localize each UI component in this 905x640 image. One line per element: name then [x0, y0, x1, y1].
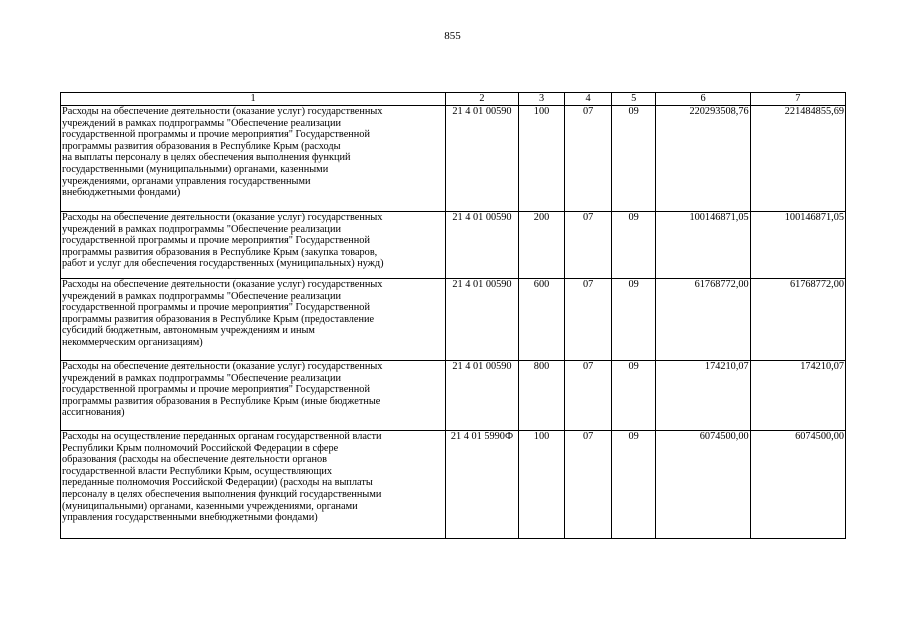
table-row	[61, 431, 846, 539]
header-col-2: 2	[446, 93, 518, 106]
row-amount-col7: 174210,07	[750, 361, 845, 431]
row-amount-col6: 220293508,76	[656, 106, 750, 212]
row-amount-col7: 221484855,69	[750, 106, 845, 212]
row-description: Расходы на обеспечение деятельности (оказание услуг) государственных учреждений в рамках подпрограммы "Обеспечение реализации государственной программы и прочие мероприятия" Государственной программы развития образования в Республике Крым (расходы на выплаты персоналу в целях обеспечения выполнения функций государственными (муниципальными) органами, казенными учреждениями, органами управления государственными внебюджетными фондами)	[61, 106, 446, 212]
row-subsection: 09	[611, 431, 656, 539]
header-col-6: 6	[656, 93, 750, 106]
row-amount-col7: 6074500,00	[750, 431, 845, 539]
row-description: Расходы на обеспечение деятельности (оказание услуг) государственных учреждений в рамках подпрограммы "Обеспечение реализации государственной программы и прочие мероприятия" Государственной программы развития образования в Республике Крым (иные бюджетные ассигнования)	[61, 361, 446, 431]
row-section: 07	[565, 361, 612, 431]
row-target-code: 21 4 01 00590	[446, 361, 518, 431]
row-amount-col6: 100146871,05	[656, 212, 750, 279]
row-amount-col6: 174210,07	[656, 361, 750, 431]
row-target-code: 21 4 01 5990Ф	[446, 431, 518, 539]
row-target-code: 21 4 01 00590	[446, 212, 518, 279]
row-section: 07	[565, 106, 612, 212]
budget-table	[60, 92, 846, 539]
row-subsection: 09	[611, 212, 656, 279]
header-col-3: 3	[518, 93, 565, 106]
row-amount-col7: 100146871,05	[750, 212, 845, 279]
row-subsection: 09	[611, 279, 656, 361]
row-expense-type: 100	[518, 431, 565, 539]
row-section: 07	[565, 431, 612, 539]
header-col-7: 7	[750, 93, 845, 106]
header-row	[61, 93, 846, 106]
row-expense-type: 600	[518, 279, 565, 361]
header-col-5: 5	[611, 93, 656, 106]
page-number: 855	[444, 30, 461, 42]
row-description: Расходы на обеспечение деятельности (оказание услуг) государственных учреждений в рамках подпрограммы "Обеспечение реализации государственной программы и прочие мероприятия" Государственной программы развития образования в Республике Крым (предоставление субсидий бюджетным, автономным учреждениям и иным некоммерческим организациям)	[61, 279, 446, 361]
row-expense-type: 100	[518, 106, 565, 212]
row-target-code: 21 4 01 00590	[446, 279, 518, 361]
header-col-4: 4	[565, 93, 612, 106]
row-description: Расходы на осуществление переданных органам государственной власти Республики Крым полномочий Российской Федерации в сфере образования (расходы на обеспечение деятельности органов государственной власти Республики Крым, осуществляющих переданные полномочия Российской Федерации) (расходы на выплаты персоналу в целях обеспечения выполнения функций государственными (муниципальными) органами, казенными учреждениями, органами управления государственными внебюджетными фондами)	[61, 431, 446, 539]
row-description: Расходы на обеспечение деятельности (оказание услуг) государственных учреждений в рамках подпрограммы "Обеспечение реализации государственной программы и прочие мероприятия" Государственной программы развития образования в Республике Крым (закупка товаров, работ и услуг для обеспечения государственных (муниципальных) нужд)	[61, 212, 446, 279]
table-row	[61, 361, 846, 431]
row-amount-col7: 61768772,00	[750, 279, 845, 361]
row-amount-col6: 6074500,00	[656, 431, 750, 539]
row-section: 07	[565, 279, 612, 361]
table-row	[61, 212, 846, 279]
row-subsection: 09	[611, 361, 656, 431]
row-section: 07	[565, 212, 612, 279]
header-col-1: 1	[61, 93, 446, 106]
row-target-code: 21 4 01 00590	[446, 106, 518, 212]
row-expense-type: 200	[518, 212, 565, 279]
row-amount-col6: 61768772,00	[656, 279, 750, 361]
row-subsection: 09	[611, 106, 656, 212]
table-row	[61, 279, 846, 361]
table-row	[61, 106, 846, 212]
row-expense-type: 800	[518, 361, 565, 431]
